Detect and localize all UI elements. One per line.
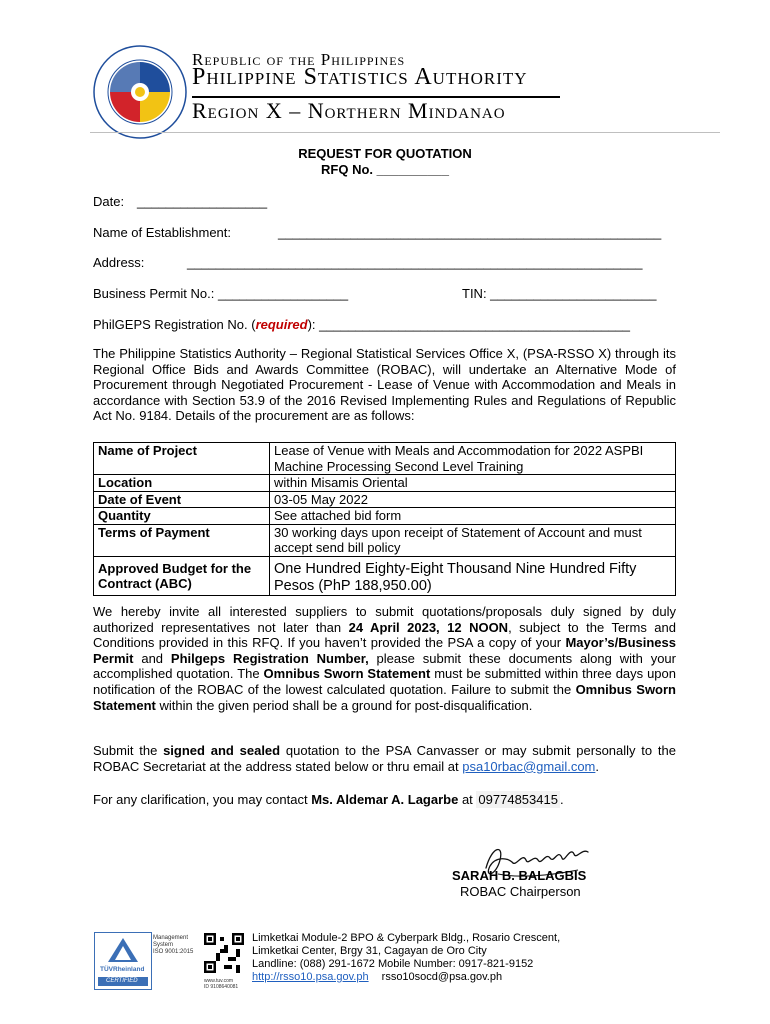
- location-value: within Misamis Oriental: [270, 475, 676, 492]
- management-system-text: Management System ISO 9001:2015: [153, 935, 194, 955]
- table-row: [94, 491, 676, 508]
- date-label: Date:: [93, 194, 125, 209]
- table-row: [94, 475, 676, 492]
- abc-value: One Hundred Eighty-Eight Thousand Nine Hundred Fifty Pesos (PhP 188,950.00): [270, 556, 676, 595]
- abc-key: Approved Budget for the Contract (ABC): [94, 556, 270, 595]
- project-value: Lease of Venue with Meals and Accommodation for 2022 ASPBI Machine Processing Second Level Training: [270, 443, 676, 475]
- tuv-certification-logo: [94, 932, 152, 990]
- date-key: Date of Event: [94, 491, 270, 508]
- procurement-details-table: [93, 442, 676, 596]
- intro-paragraph: The Philippine Statistics Authority – Regional Statistical Services Office X, (PSA-RSSO X) through its Regional Office Bids and Awards Committee (ROBAC), will undertake an Alternative Mode of Procurement through Negotiated Procurement - Lease of Venue with Accommodation and Meals in accordance with Section 53.9 of the 2016 Revised Implementing Rules and Regulations of Republic Act No. 9184. Details of the procurement are as follows:: [93, 346, 676, 424]
- terms-value: 30 working days upon receipt of Statement of Account and must accept send bill policy: [270, 524, 676, 556]
- business-permit-field: Business Permit No.: __________________: [93, 286, 349, 301]
- contact-name: Ms. Aldemar A. Lagarbe: [311, 792, 459, 807]
- address-blank: _______________________________________________________________: [187, 255, 643, 270]
- footer-address-1: Limketkai Module-2 BPO & Cyberpark Bldg., Rosario Crescent,: [252, 932, 561, 944]
- date-blank: __________________: [137, 194, 268, 209]
- contact-phone: 09774853415: [478, 792, 558, 807]
- tin-field: TIN: _______________________: [462, 286, 657, 301]
- table-row: [94, 443, 676, 475]
- invitation-paragraph: We hereby invite all interested suppliers to submit quotations/proposals duly signed by duly authorized representatives not later than 24 April 2023, 12 NOON, subject to the Terms and Conditions provided in this RFQ. If you haven’t provided the PSA a copy of your Mayor’s/Business Permit and Philgeps Registration Number, please submit these documents along with your accomplished quotation. The Omnibus Sworn Statement must be submitted within three days upon notification of the ROBAC of the lowest calculated quotation. Failure to submit the Omnibus Sworn Statement within the given period shall be a ground for post-disqualification.: [93, 604, 677, 713]
- website-link[interactable]: http://rsso10.psa.gov.ph: [252, 971, 369, 983]
- location-key: Location: [94, 475, 270, 492]
- tuv-label: TÜVRheinland: [100, 966, 145, 973]
- table-row: [94, 556, 676, 595]
- republic-heading: Republic of the Philippines: [192, 50, 406, 69]
- quantity-key: Quantity: [94, 508, 270, 525]
- deadline: 24 April 2023, 12 NOON: [348, 619, 509, 635]
- certified-badge: CERTIFIED: [106, 978, 138, 984]
- rfq-number: RFQ No. __________: [321, 162, 449, 177]
- robac-email-link[interactable]: psa10rbac@gmail.com: [462, 758, 596, 774]
- footer-contact-block: [252, 932, 560, 984]
- qr-caption: www.tuv.com ID 9108640081: [204, 978, 239, 990]
- contact-line: For any clarification, you may contact Ms. Aldemar A. Lagarbe at 09774853415 .: [93, 792, 564, 807]
- required-marker: required: [255, 317, 308, 332]
- signatory-title: ROBAC Chairperson: [460, 884, 581, 899]
- table-row: [94, 524, 676, 556]
- establishment-label: Name of Establishment:: [93, 225, 232, 240]
- date-value: 03-05 May 2022: [270, 491, 676, 508]
- signatory-name: SARAH B. BALAGBIS: [452, 868, 587, 883]
- document-title: REQUEST FOR QUOTATION: [298, 146, 472, 161]
- terms-key: Terms of Payment: [94, 524, 270, 556]
- project-key: Name of Project: [94, 443, 270, 475]
- region-heading: Region X – Northern Mindanao: [192, 98, 506, 123]
- philgeps-field: PhilGEPS Registration No. (required): ___________________________________________: [93, 317, 631, 332]
- qr-code-icon: [204, 933, 244, 973]
- table-row: [94, 508, 676, 525]
- address-label: Address:: [93, 255, 145, 270]
- footer-phones: Landline: (088) 291-1672 Mobile Number: 0917-821-9152: [252, 958, 534, 970]
- psa-seal-logo: [92, 44, 188, 140]
- agency-heading: Philippine Statistics Authority: [192, 64, 528, 90]
- quantity-value: See attached bid form: [270, 508, 676, 525]
- establishment-blank: _____________________________________________________: [278, 225, 662, 240]
- header-divider: [90, 132, 720, 133]
- footer-address-2: Limketkai Center, Brgy 31, Cagayan de Oro City: [252, 945, 487, 957]
- submission-paragraph: Submit the signed and sealed quotation to the PSA Canvasser or may submit personally to the ROBAC Secretariat at the address stated below or thru email at psa10rbac@gmail.com.: [93, 743, 676, 774]
- office-email: rsso10socd@psa.gov.ph: [381, 971, 503, 983]
